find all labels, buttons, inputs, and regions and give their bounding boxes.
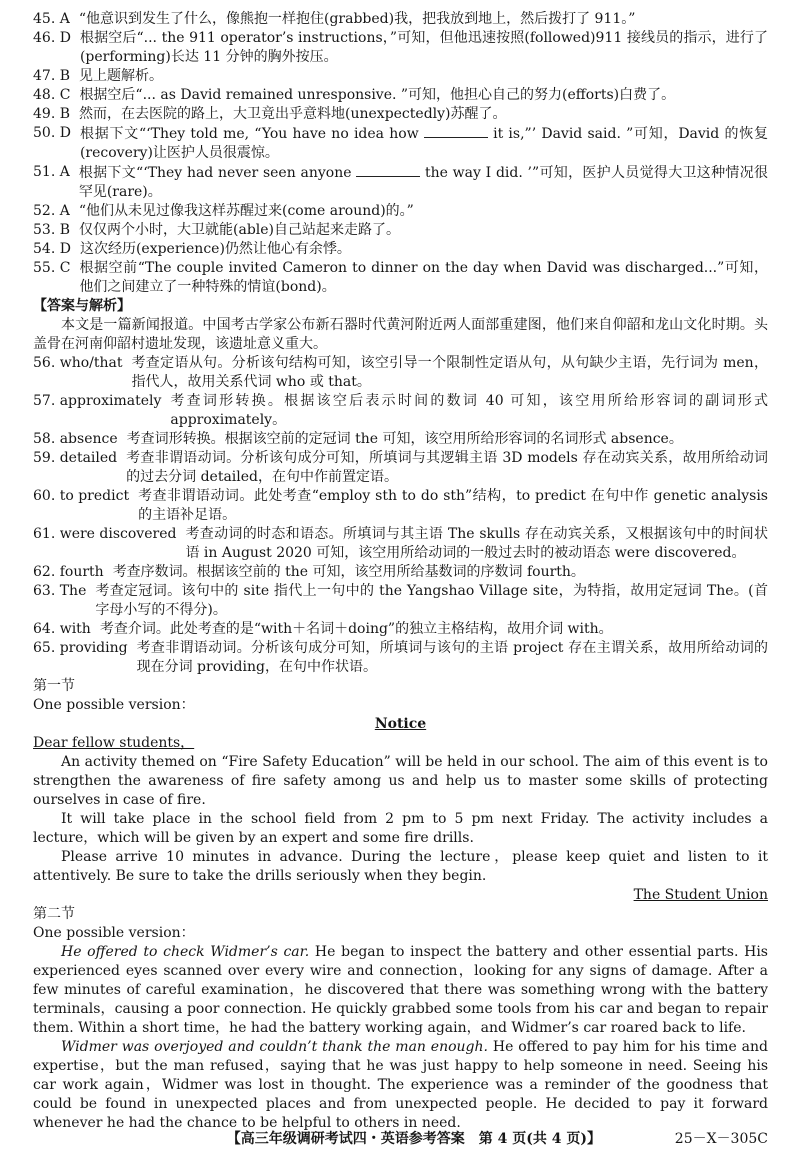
item-explanation: 考查介词。此处考查的是“with＋名词＋doing”的独立主格结构，故用介词 with。 <box>99 621 613 637</box>
answer-list-56-65 <box>33 354 768 677</box>
answer-item <box>33 105 768 124</box>
answer-item <box>33 221 768 240</box>
item-number: 58. absence <box>33 431 118 447</box>
answer-item <box>33 202 768 221</box>
answer-item <box>33 582 768 620</box>
item-number: 52. A <box>33 203 70 219</box>
part1-version-label: One possible version： <box>33 697 195 713</box>
item-number: 49. B <box>33 106 71 122</box>
section-intro: 本文是一篇新闻报道。中国考古学家公布新石器时代黄河附近两人面部重建图，他们来自仰韶和龙山文化时期。头盖骨在河南仰韶村遗址发现，该遗址意义重大。 <box>33 317 768 352</box>
answer-list-52-55 <box>33 202 768 297</box>
answer-item <box>33 563 768 582</box>
answer-item <box>33 620 768 639</box>
answer-item <box>33 639 768 677</box>
item-explanation: 这次经历(experience)仍然让他心有余悸。 <box>79 241 351 257</box>
item-number: 59. detailed <box>33 450 118 466</box>
item-number: 45. A <box>33 11 70 27</box>
item-explanation: 仅仅两个小时，大卫就能(able)自己站起来走路了。 <box>79 222 401 238</box>
notice-paragraph: It will take place in the school field from 2 pm to 5 pm next Friday. The activity includes a lecture，which will be given by an expert and some fire drills. <box>33 811 768 846</box>
item-explanation: 考查定语从句。分析该句结构可知，该空引导一个限制性定语从句，从句缺少主语，先行词为 men，指代人，故用关系代词 who 或 that。 <box>131 355 768 390</box>
item-number: 46. D <box>33 30 71 46</box>
story-paragraph-2: Widmer was overjoyed and couldn’t thank the man enough. He offered to pay him for his time and expertise，but the man refused，saying that he was just happy to help someone in need. Seeing his car work again，Widmer was lost in thought. The experience was a reminder of the goodness that could be found in unexpected places and from unexpected people. He decided to pay it forward whenever he had the chance to be helpful to others in need. <box>33 1039 768 1131</box>
item-number: 53. B <box>33 222 71 238</box>
item-number: 60. to predict <box>33 488 130 504</box>
answer-item <box>33 487 768 525</box>
page-footer <box>33 1130 768 1149</box>
answer-item-51 <box>33 163 768 202</box>
notice-paragraph: Please arrive 10 minutes in advance. During the lecture，please keep quiet and listen to it attentively. Be sure to take the drills seriously when they begin. <box>33 849 768 884</box>
answer-item <box>33 240 768 259</box>
answer-item <box>33 430 768 449</box>
part1-heading: 第一节 <box>33 678 75 694</box>
item-explanation: 然而，在去医院的路上，大卫竟出乎意料地(unexpectedly)苏醒了。 <box>79 106 507 122</box>
answer-item <box>33 525 768 563</box>
item-number: 50. D <box>33 125 71 141</box>
item-number: 51. A <box>33 164 70 180</box>
item-number: 61. were discovered <box>33 526 177 542</box>
item-explanation: 考查非谓语动词。分析该句成分可知，所填词与该句的主语 project 存在主谓关系，故用所给动词的现在分词 providing，在句中作状语。 <box>136 640 768 675</box>
notice-salutation: Dear fellow students， <box>33 735 195 751</box>
item-explanation: 考查动词的时态和语态。所填词与其主语 The skulls 存在动宾关系，又根据该句中的时间状语 in August 2020 可知，该空用所给动词的一般过去时的被动语态 were discovered。 <box>185 526 768 561</box>
item-number: 64. with <box>33 621 91 637</box>
item-explanation: 根据空前“The couple invited Cameron to dinner on the day when David was discharged...”可知，他们之间建立了一种特殊的情谊(bond)。 <box>79 260 768 295</box>
notice-paragraph: An activity themed on “Fire Safety Education” will be held in our school. The aim of this event is to strengthen the awareness of fire safety among us and help us to master some skills of protecting ourselves in case of fire. <box>33 754 768 808</box>
item-explanation: 根据下文“‘They had never seen anyone the way I did. ’”可知，医护人员觉得大卫这种情况很罕见(rare)。 <box>78 165 769 200</box>
story-paragraph-1: He offered to check Widmer’s car. He began to inspect the battery and other essential parts. His experienced eyes scanned over every wire and connection，looking for any signs of damage. After a few minutes of careful examination，he discovered that there was something wrong with the battery terminals，causing a poor connection. He quickly grabbed some tools from his car and began to repair them. Within a short time，he had the battery working again，and Widmer’s car roared back to life. <box>33 944 768 1036</box>
item-number: 48. C <box>33 87 71 103</box>
item-number: 62. fourth <box>33 564 104 580</box>
answer-item <box>33 29 768 67</box>
item-explanation: “他们从未见过像我这样苏醒过来(come around)的。” <box>78 203 414 219</box>
item-explanation: 根据空后“... the 911 operator’s instructions，”可知，但他迅速按照(followed)911 接线员的指示，进行了(performing)长达 11 分钟的胸外按压。 <box>79 30 768 65</box>
part2-heading: 第二节 <box>33 906 75 922</box>
item-number: 57. approximately <box>33 393 162 409</box>
answer-item <box>33 259 768 297</box>
answer-item <box>33 67 768 86</box>
answer-item <box>33 354 768 392</box>
item-explanation: 根据空后“... as David remained unresponsive. ”可知，他担心自己的努力(efforts)白费了。 <box>79 87 676 103</box>
blank-line <box>424 124 488 138</box>
blank-line <box>356 163 420 177</box>
item-explanation: 见上题解析。 <box>79 68 164 84</box>
item-number: 56. who/that <box>33 355 123 371</box>
item-explanation: 考查序数词。根据该空前的 the 可知，该空用所给基数词的序数词 fourth。 <box>112 564 585 580</box>
answer-list-45-49 <box>33 10 768 124</box>
item-explanation: 考查词形转换。根据该空后表示时间的数词 40 可知，该空用所给形容词的副词形式 approximately。 <box>170 393 768 428</box>
item-explanation: 考查非谓语动词。分析该句成分可知，所填词与其逻辑主语 3D models 存在动宾关系，故用所给动词的过去分词 detailed，在句中作前置定语。 <box>126 450 768 485</box>
section-heading: 【答案与解析】 <box>33 298 131 314</box>
answer-item <box>33 86 768 105</box>
answer-item <box>33 392 768 430</box>
item-number: 47. B <box>33 68 71 84</box>
item-explanation: 考查非谓语动词。此处考查“employ sth to do sth”结构，to predict 在句中作 genetic analysis 的主语补足语。 <box>138 488 768 523</box>
part2-version-label: One possible version： <box>33 925 195 941</box>
answer-item <box>33 10 768 29</box>
footer-code: 25－X－305C <box>674 1131 768 1147</box>
answer-item-50 <box>33 124 768 163</box>
footer-title: 【高三年级调研考试四・英语参考答案 第 4 页(共 4 页)】 <box>226 1131 601 1147</box>
item-number: 63. The <box>33 583 87 599</box>
item-explanation: 考查定冠词。该句中的 site 指代上一句中的 the Yangshao Village site，为特指，故用定冠词 The。(首字母小写的不得分)。 <box>95 583 768 618</box>
notice-signature: The Student Union <box>633 887 768 903</box>
notice-title: Notice <box>374 716 427 732</box>
item-number: 54. D <box>33 241 71 257</box>
item-explanation: “他意识到发生了什么，像熊抱一样抱住(grabbed)我，把我放到地上，然后拨打了 911。” <box>78 11 636 27</box>
item-explanation: 根据下文“‘They told me, “You have no idea how it is,”’ David said. ”可知，David 的恢复(recovery)让医护人员很震惊。 <box>79 126 768 161</box>
item-number: 55. C <box>33 260 71 276</box>
answer-item <box>33 449 768 487</box>
item-explanation: 考查词形转换。根据该空前的定冠词 the 可知，该空用所给形容词的名词形式 absence。 <box>126 431 683 447</box>
item-number: 65. providing <box>33 640 128 656</box>
